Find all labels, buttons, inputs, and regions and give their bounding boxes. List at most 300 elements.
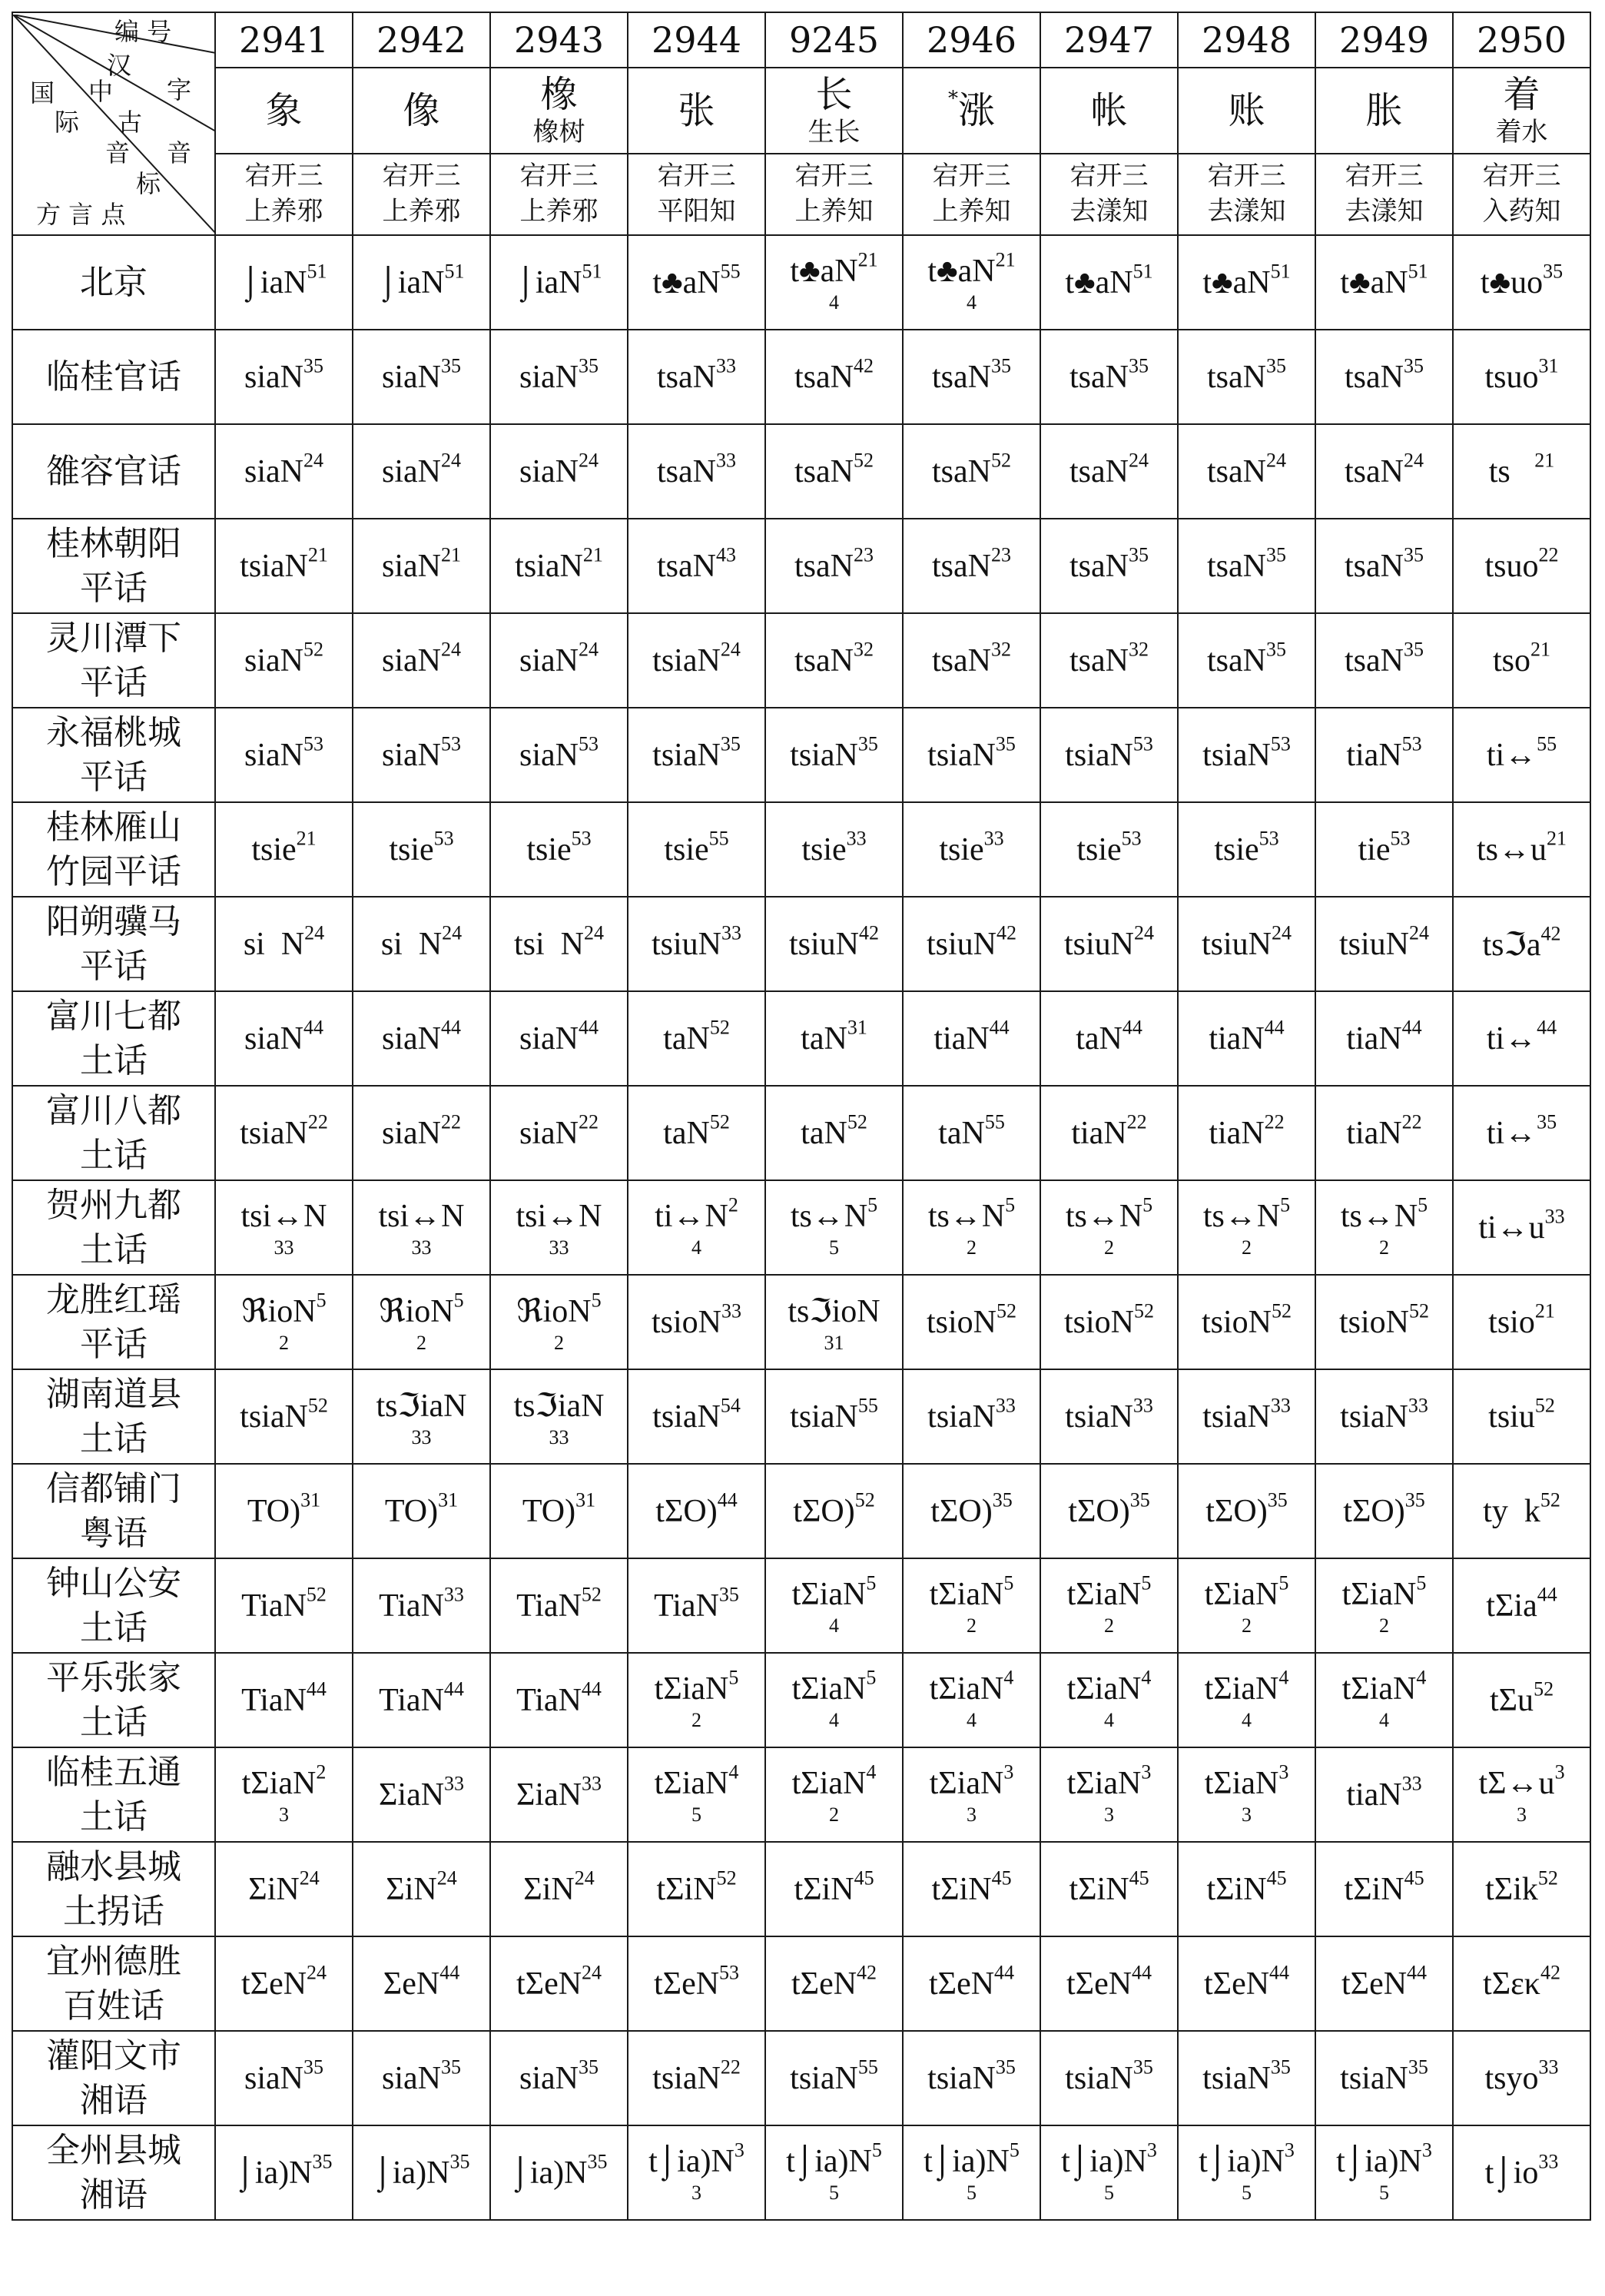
tone-superscript: 32 (1129, 638, 1149, 660)
transcription-base: TiaN (516, 1682, 582, 1718)
tone-continuation: 2 (1104, 1236, 1114, 1259)
transcription (927, 732, 1016, 773)
tone-superscript: 53 (1270, 732, 1291, 755)
transcription (383, 1961, 460, 2002)
transcription-cell (628, 330, 765, 424)
transcription-cell (1178, 1842, 1315, 1936)
character: 帐 (1090, 89, 1128, 132)
transcription-base: t⌡ia)N (1336, 2143, 1422, 2179)
tone-superscript: 4 (1416, 1666, 1427, 1688)
transcription (938, 1110, 1005, 1151)
tone-continuation: 4 (829, 1708, 839, 1731)
transcription-base: tΣ↔u (1478, 1765, 1555, 1801)
transcription-cell (628, 802, 765, 897)
middle-chinese-line: 宕开三 (1207, 161, 1286, 192)
transcription-base: tsiaN (240, 1115, 308, 1151)
transcription-base: tsiaN (1065, 737, 1133, 773)
transcription (382, 2055, 461, 2096)
middle-chinese-line: 去漾知 (1345, 196, 1424, 227)
corner-label-ji: 际 (55, 107, 80, 137)
transcription (1488, 449, 1555, 489)
transcription (1068, 1488, 1150, 1529)
tone-superscript: 44 (717, 1488, 738, 1511)
tone-superscript: 24 (579, 638, 599, 660)
transcription-base: ΣiaN (516, 1777, 582, 1813)
dialect-place (12, 235, 215, 330)
column-number: 2947 (1040, 12, 1178, 68)
tone-superscript: 52 (1272, 1299, 1292, 1322)
dialect-place (12, 897, 215, 991)
transcription-cell (903, 2125, 1040, 2220)
transcription-base: tiaN (1209, 1020, 1265, 1057)
transcription (382, 1110, 461, 1151)
dialect-place (12, 1936, 215, 2031)
tone-superscript: 3 (1003, 1760, 1014, 1783)
place-name-line: 土话 (80, 1229, 148, 1269)
corner-label-gu: 古 (118, 107, 143, 137)
transcription-cell (1453, 1558, 1590, 1653)
transcription (929, 1666, 1014, 1707)
tone-superscript: 35 (1404, 638, 1424, 660)
transcription (235, 2150, 333, 2191)
tone-continuation: 2 (416, 1331, 426, 1354)
transcription-base: tΣiaN (791, 1576, 867, 1612)
transcription-base: tsiuN (1063, 926, 1134, 962)
transcription-base: ΣiN (523, 1871, 575, 1907)
transcription (516, 1677, 602, 1718)
transcription-base: tiaN (1071, 1115, 1127, 1151)
transcription-base: siaN (382, 2060, 441, 2096)
transcription (378, 260, 465, 300)
transcription-base: tsaN (657, 359, 716, 395)
tone-superscript: 5 (866, 1666, 877, 1688)
transcription-base: t♣aN (1065, 264, 1133, 300)
transcription (790, 1193, 878, 1234)
transcription-cell (1040, 1369, 1178, 1464)
transcription (522, 1488, 596, 1529)
dialect-place (12, 1747, 215, 1842)
transcription (1486, 1016, 1557, 1057)
place-name-line: 钟山公安 (46, 1564, 181, 1604)
transcription-cell (1040, 1558, 1178, 1653)
middle-chinese-cell (1453, 154, 1590, 235)
transcription-cell (1453, 2125, 1590, 2220)
transcription-base: t⌡ia)N (1061, 2143, 1147, 2179)
transcription-base: tΣiaN (791, 1671, 867, 1707)
transcription (244, 449, 323, 489)
middle-chinese-line: 入药知 (1482, 196, 1561, 227)
transcription (1340, 260, 1428, 300)
character: 胀 (1365, 89, 1403, 132)
tone-superscript: 51 (582, 260, 602, 282)
transcription-cell (765, 330, 903, 424)
transcription-cell (215, 991, 353, 1086)
transcription-cell (628, 613, 765, 708)
character-gloss: 生长 (807, 117, 861, 148)
transcription (932, 543, 1011, 584)
transcription-cell (353, 802, 490, 897)
middle-chinese-line: 宕开三 (519, 161, 599, 192)
transcription-cell (215, 1558, 353, 1653)
transcription-cell (215, 2125, 353, 2220)
corner-label-zi: 字 (167, 75, 192, 105)
transcription-base: taN (663, 1115, 710, 1151)
transcription (244, 638, 323, 679)
tone-superscript: 43 (716, 543, 736, 566)
transcription (927, 1193, 1016, 1234)
transcription (1204, 1760, 1289, 1801)
transcription-cell (490, 1086, 628, 1180)
transcription-cell (903, 330, 1040, 424)
transcription-cell (1178, 708, 1315, 802)
tone-superscript: 33 (1270, 1394, 1291, 1416)
tone-continuation: 5 (829, 1236, 839, 1259)
tone-superscript: 51 (307, 260, 327, 282)
transcription (1478, 1205, 1565, 1246)
tone-superscript: 32 (854, 638, 874, 660)
transcription (1488, 1299, 1555, 1340)
transcription (1066, 1571, 1152, 1612)
transcription-base: tsiuN (788, 926, 859, 962)
tone-superscript: 44 (1537, 1583, 1557, 1605)
transcription (384, 1488, 459, 1529)
transcription (379, 1583, 464, 1624)
transcription (1076, 827, 1142, 868)
transcription-base: ℜioN (379, 1293, 454, 1329)
transcription-cell (1040, 235, 1178, 330)
tone-superscript: 52 (1537, 1866, 1558, 1889)
tone-superscript: 24 (1404, 449, 1424, 471)
transcription-cell (490, 613, 628, 708)
tone-superscript: 21 (296, 827, 317, 849)
transcription-cell (215, 1842, 353, 1936)
transcription-base: tsi↔N (378, 1198, 465, 1234)
transcription (1207, 449, 1286, 489)
transcription-base: tsiaN (1065, 1399, 1133, 1435)
transcription-base: siaN (519, 737, 579, 773)
transcription-base: tsiaN (790, 737, 858, 773)
transcription (1209, 1110, 1285, 1151)
transcription-base: TO) (247, 1493, 301, 1529)
transcription-cell (765, 424, 903, 519)
transcription (514, 1389, 605, 1424)
transcription-cell (903, 1464, 1040, 1558)
place-name-line: 土话 (80, 1135, 148, 1175)
tone-superscript: 52 (1534, 1677, 1554, 1700)
transcription-base: tsiaN (1340, 2060, 1408, 2096)
transcription-cell (1178, 424, 1315, 519)
transcription (929, 1571, 1014, 1612)
tone-superscript: 55 (857, 1394, 878, 1416)
transcription-base: ΣiN (386, 1871, 437, 1907)
transcription-cell (1315, 1180, 1453, 1275)
transcription-cell (1453, 1275, 1590, 1369)
transcription-base: tsaN (794, 642, 854, 679)
transcription-base: si N (380, 926, 443, 962)
transcription-base: tsie (389, 831, 434, 868)
tone-superscript: 42 (859, 921, 879, 944)
transcription (378, 1199, 464, 1234)
transcription-cell (1178, 330, 1315, 424)
transcription-cell (353, 235, 490, 330)
transcription-cell (353, 2031, 490, 2125)
transcription-cell (1315, 1369, 1453, 1464)
transcription-base: tsio (1488, 1304, 1535, 1340)
transcription-cell (765, 991, 903, 1086)
transcription (664, 827, 729, 868)
transcription-cell (1453, 1180, 1590, 1275)
transcription-base: ti↔ (1486, 1020, 1537, 1057)
transcription-cell (1453, 708, 1590, 802)
transcription-cell (353, 897, 490, 991)
transcription-cell (490, 2031, 628, 2125)
tone-superscript: 35 (441, 2055, 461, 2078)
transcription (1345, 543, 1424, 584)
transcription-cell (903, 1180, 1040, 1275)
place-name-line: 永福桃城 (46, 713, 181, 753)
transcription (243, 921, 325, 962)
transcription (241, 1760, 327, 1801)
tone-superscript: 52 (996, 1299, 1016, 1322)
tone-superscript: 44 (989, 1016, 1010, 1038)
transcription-cell (628, 1275, 765, 1369)
transcription-base: tsiaN (927, 1399, 996, 1435)
transcription-cell (1453, 1842, 1590, 1936)
tone-superscript: 21 (857, 248, 878, 270)
dialect-place (12, 1275, 215, 1369)
transcription (241, 1677, 327, 1718)
tone-superscript: 44 (994, 1961, 1015, 1983)
transcription (1202, 260, 1291, 300)
transcription-cell (903, 613, 1040, 708)
character: 象 (265, 89, 303, 132)
place-name-line: 平话 (80, 946, 148, 986)
transcription-base: siaN (244, 642, 303, 679)
transcription-cell (1040, 424, 1178, 519)
tone-superscript: 22 (720, 2055, 741, 2078)
place-name-line: 湖南道县 (46, 1375, 181, 1415)
tone-superscript: 42 (857, 1961, 877, 1983)
tone-superscript: 31 (300, 1488, 321, 1511)
tone-superscript: 24 (307, 1961, 327, 1983)
transcription-base: tsiaN (790, 2060, 858, 2096)
transcription-cell (1040, 991, 1178, 1086)
transcription (788, 921, 879, 962)
transcription-base: tsiaN (1202, 1399, 1271, 1435)
transcription (1069, 354, 1149, 395)
transcription-cell (1453, 2031, 1590, 2125)
transcription (382, 638, 461, 679)
dialect-row (12, 708, 1590, 802)
transcription (378, 1772, 465, 1813)
transcription-cell (353, 1842, 490, 1936)
place-name-line: 平话 (80, 757, 148, 797)
transcription-base: tsiuN (1201, 926, 1272, 962)
tone-superscript: 52 (854, 1488, 875, 1511)
transcription-base: tiaN (1346, 1020, 1402, 1057)
tone-continuation: 4 (1104, 1708, 1114, 1731)
dialect-place (12, 1086, 215, 1180)
transcription (1203, 1961, 1290, 2002)
transcription-base: tsie (526, 831, 572, 868)
tone-superscript: 35 (1129, 1488, 1150, 1511)
transcription-cell (903, 1369, 1040, 1464)
transcription-base: tΣu (1489, 1682, 1534, 1718)
transcription (1486, 732, 1557, 773)
transcription (928, 1961, 1015, 2002)
transcription-base: tΣiaN (1066, 1576, 1142, 1612)
tone-superscript: 33 (716, 449, 736, 471)
transcription-base: tΣiN (656, 1871, 717, 1907)
transcription-cell (903, 424, 1040, 519)
tone-superscript: 22 (307, 1110, 328, 1133)
transcription-base: tΣik (1485, 1871, 1538, 1907)
dialect-place (12, 1558, 215, 1653)
transcription-base: tsiaN (652, 2060, 721, 2096)
tone-superscript: 33 (444, 1772, 465, 1794)
transcription-cell (1315, 235, 1453, 330)
transcription (1358, 827, 1411, 868)
transcription-base: tiaN (1346, 1777, 1402, 1813)
dialect-place (12, 424, 215, 519)
tone-superscript: 31 (438, 1488, 459, 1511)
transcription-base: tsi N (513, 926, 584, 962)
transcription (1066, 1760, 1152, 1801)
transcription (510, 2150, 608, 2191)
transcription (244, 2055, 323, 2096)
transcription (651, 921, 741, 962)
transcription-cell (903, 1086, 1040, 1180)
transcription-cell (1040, 1653, 1178, 1747)
transcription (1063, 921, 1154, 962)
transcription (1343, 1488, 1425, 1529)
tone-superscript: 24 (299, 1866, 320, 1889)
character-row (12, 68, 1590, 154)
transcription-cell (353, 519, 490, 613)
transcription (516, 1772, 602, 1813)
transcription-base: tsaN (932, 359, 991, 395)
transcription (1478, 1760, 1565, 1801)
transcription-cell (765, 1275, 903, 1369)
transcription-base: tsioN (1201, 1304, 1272, 1340)
transcription-cell (628, 424, 765, 519)
character: 橡 (540, 73, 578, 116)
tone-superscript: 52 (1134, 1299, 1154, 1322)
transcription-base: tsioN (1338, 1304, 1409, 1340)
transcription (1207, 543, 1286, 584)
middle-chinese-line: 去漾知 (1207, 196, 1286, 227)
transcription (519, 1016, 599, 1057)
tone-superscript: 35 (991, 354, 1011, 377)
transcription-cell (1178, 613, 1315, 708)
transcription-base: tΣeN (653, 1966, 720, 2002)
transcription-base: tsaN (794, 548, 854, 584)
tone-continuation: 5 (1242, 2181, 1252, 2204)
tone-superscript: 22 (1126, 1110, 1147, 1133)
transcription-cell (1178, 2125, 1315, 2220)
middle-chinese-line: 宕开三 (382, 161, 461, 192)
place-name-line: 平乐张家 (46, 1658, 181, 1698)
middle-chinese-line: 去漾知 (1069, 196, 1149, 227)
transcription-base: tsaN (932, 453, 991, 489)
transcription (801, 1016, 867, 1057)
tone-superscript: 35 (1267, 1488, 1288, 1511)
transcription-base: tΣiaN (1204, 1576, 1279, 1612)
tone-superscript: 5 (866, 1571, 877, 1594)
transcription-cell (903, 991, 1040, 1086)
transcription (1480, 260, 1564, 300)
transcription-cell (628, 1747, 765, 1842)
transcription (240, 1961, 327, 2002)
place-name-line: 贺州九都 (46, 1186, 181, 1226)
transcription-cell (1453, 235, 1590, 330)
transcription-base: ti↔ (1486, 1115, 1537, 1151)
transcription-base: tsiaN (1340, 1399, 1408, 1435)
tone-superscript: 44 (1269, 1961, 1290, 1983)
transcription-base: tsiaN (1065, 2060, 1133, 2096)
transcription-base: siaN (244, 2060, 303, 2096)
transcription (519, 449, 599, 489)
transcription-base: tΣeN (1066, 1966, 1132, 2002)
transcription-base: ⌡iaN (378, 264, 445, 300)
tone-continuation: 33 (549, 1425, 569, 1448)
tone-superscript: 45 (854, 1866, 874, 1889)
column-number: 2949 (1315, 12, 1453, 68)
tone-continuation: 4 (1379, 1708, 1389, 1731)
transcription (1345, 354, 1424, 395)
transcription-cell (765, 1464, 903, 1558)
transcription-cell (903, 1653, 1040, 1747)
tone-continuation: 33 (411, 1425, 432, 1448)
transcription-cell (628, 519, 765, 613)
dialect-row (12, 1747, 1590, 1842)
transcription (382, 1016, 461, 1057)
transcription-cell (215, 424, 353, 519)
transcription (241, 1289, 327, 1329)
transcription-base: tsiaN (927, 737, 996, 773)
transcription-cell (353, 1747, 490, 1842)
tone-superscript: 35 (1404, 1488, 1425, 1511)
transcription-base: siaN (244, 1020, 303, 1057)
transcription (1336, 2138, 1432, 2179)
tone-superscript: 51 (1132, 260, 1153, 282)
tone-superscript: 33 (1132, 1394, 1153, 1416)
tone-continuation: 5 (829, 2181, 839, 2204)
transcription-base: tsie (664, 831, 709, 868)
transcription-cell (765, 613, 903, 708)
transcription-cell (1040, 330, 1178, 424)
transcription (1204, 1666, 1289, 1707)
transcription-cell (490, 1369, 628, 1464)
transcription (1065, 732, 1153, 773)
transcription-cell (490, 519, 628, 613)
transcription-cell (353, 1936, 490, 2031)
tone-superscript: 52 (1534, 1394, 1555, 1416)
transcription-cell (1040, 1464, 1178, 1558)
transcription-cell (1178, 1747, 1315, 1842)
transcription-cell (1040, 2125, 1178, 2220)
character-cell (353, 68, 490, 154)
transcription (790, 732, 878, 773)
transcription (1345, 449, 1424, 489)
transcription-cell (1315, 802, 1453, 897)
column-number: 2950 (1453, 12, 1590, 68)
dialect-row (12, 1464, 1590, 1558)
transcription (1345, 638, 1424, 679)
transcription-cell (353, 1558, 490, 1653)
transcription-cell (628, 1653, 765, 1747)
transcription (1071, 1110, 1147, 1151)
